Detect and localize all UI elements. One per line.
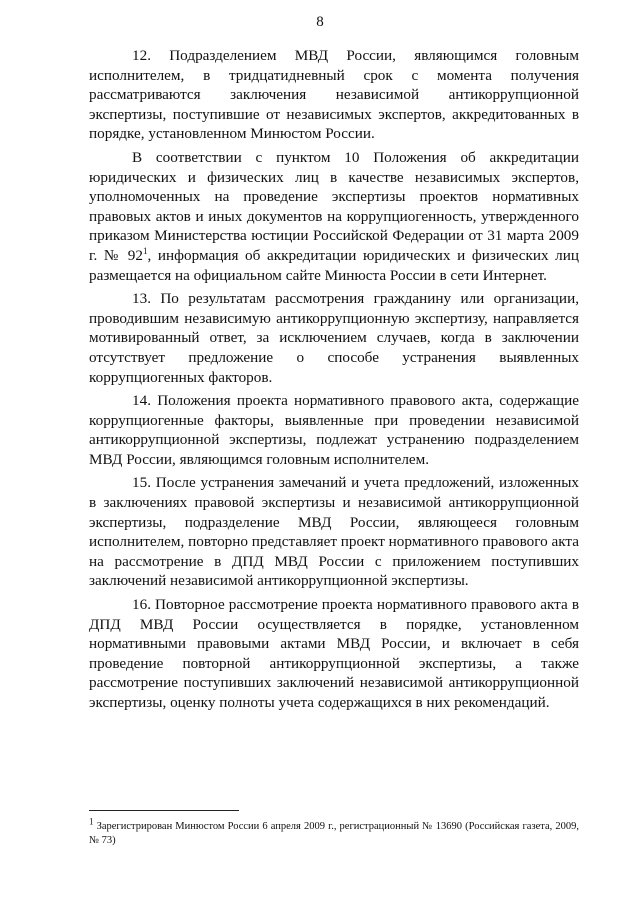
footnote-separator (89, 810, 239, 811)
paragraph-16: 16. Повторное рассмотрение проекта нормативного правового акта в ДПД МВД России осуществляется в порядке, установленном нормативными правовыми актами МВД России, и включает в себя проведение повторной антикоррупционной экспертизы, а также рассмотрение поступивших заключений независимой антикоррупционной экспертизы, оценку полноты учета содержащихся в них рекомендаций. (89, 596, 579, 711)
footnote-marker: 1 (89, 816, 94, 827)
footnote-reference[interactable]: 1 (143, 245, 148, 256)
paragraph-accreditation-text: В соответствии с пунктом 10 Положения об аккредитации юридических и физических лиц в качестве независимых экспертов, уполномоченных на проведение экспертизы проектов нормативных правовых актов и иных документов на коррупциогенность, утвержденного приказом Министерства юстиции Российской Федерации от 31 марта 2009 г. № 92 (89, 148, 579, 264)
document-body (89, 46, 579, 717)
paragraph-accreditation (89, 148, 579, 285)
footnote-text: Зарегистрирован Минюстом России 6 апреля 2009 г., регистрационный № 13690 (Российская газета, 2009, № 73) (89, 821, 579, 846)
paragraph-accreditation-text-end: , информация об аккредитации юридических и физических лиц размещается на официальном сайте Минюста России в сети Интернет. (89, 246, 579, 284)
page-number: 8 (316, 14, 324, 30)
paragraph-15: 15. После устранения замечаний и учета предложений, изложенных в заключениях правовой экспертизы и независимой антикоррупционной экспертизы, подразделение МВД России, являющееся головным исполнителем, повторно представляет проект нормативного правового акта на рассмотрение в ДПД МВД России с приложением поступивших заключений независимой антикоррупционной экспертизы. (89, 474, 579, 590)
footnote (89, 816, 579, 848)
paragraph-12: 12. Подразделением МВД России, являющимся головным исполнителем, в тридцатидневный срок с момента получения рассматриваются заключения независимой антикоррупционной экспертизы, поступившие от независимых экспертов, аккредитованных в порядке, установленном Минюстом России. (89, 47, 579, 143)
paragraph-13: 13. По результатам рассмотрения гражданину или организации, проводившим независимую антикоррупционную экспертизу, направляется мотивированный ответ, за исключением случаев, когда в заключении отсутствует предложение о способе устранения выявленных коррупциогенных факторов. (89, 290, 579, 386)
paragraph-14: 14. Положения проекта нормативного правового акта, содержащие коррупциогенные факторы, выявленные при проведении независимой антикоррупционной экспертизы, подлежат устранению подразделением МВД России, являющимся головным исполнителем. (89, 392, 579, 468)
